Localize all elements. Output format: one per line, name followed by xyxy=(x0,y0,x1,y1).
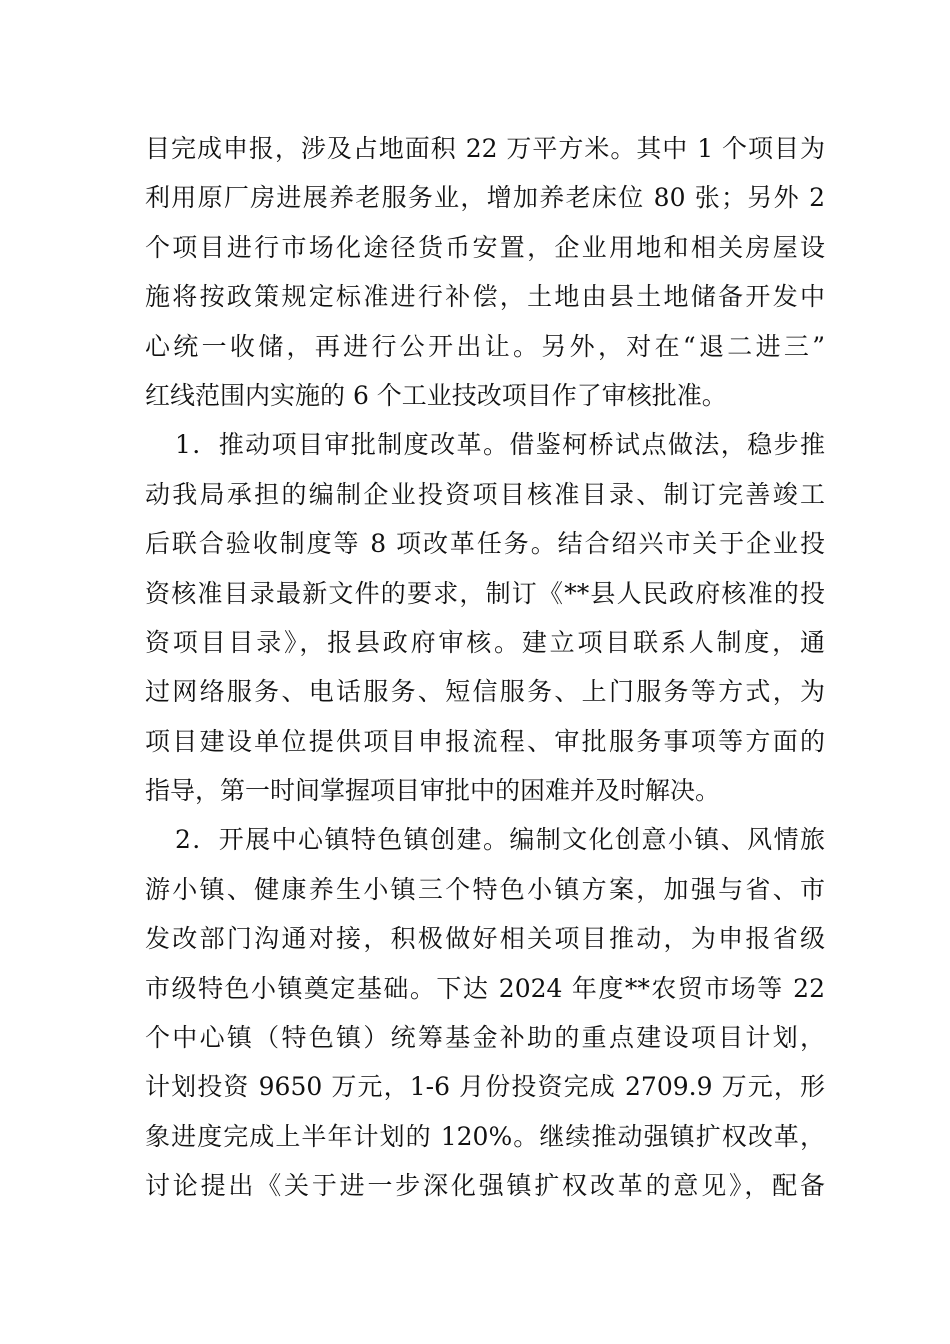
text-line: 个项目进行市场化途径货币安置，企业用地和相关房屋设 xyxy=(145,232,825,262)
text-line: 市级特色小镇奠定基础。下达 2024 年度**农贸市场等 22 xyxy=(145,973,825,1003)
text-line: 项目建设单位提供项目申报流程、审批服务事项等方面的 xyxy=(145,726,825,756)
text-line: 资项目目录》，报县政府审核。建立项目联系人制度，通 xyxy=(145,627,825,657)
text-line: 心统一收储，再进行公开出让。另外，对在“退二进三” xyxy=(145,331,825,361)
text-line: 红线范围内实施的 6 个工业技改项目作了审核批准。 xyxy=(145,380,727,410)
text-line: 讨论提出《关于进一步深化强镇扩权改革的意见》，配备 xyxy=(145,1171,825,1201)
text-line: 目完成申报，涉及占地面积 22 万平方米。其中 1 个项目为 xyxy=(145,134,825,163)
document-body xyxy=(145,124,825,1211)
text-line: 过网络服务、电话服务、短信服务、上门服务等方式，为 xyxy=(145,677,825,707)
text-line: 发改部门沟通对接，积极做好相关项目推动，为申报省级 xyxy=(145,924,825,954)
text-line: 指导，第一时间掌握项目审批中的困难并及时解决。 xyxy=(145,776,721,806)
text-line: 象进度完成上半年计划的 120%。继续推动强镇扩权改革， xyxy=(145,1121,825,1151)
text-line: 个中心镇（特色镇）统筹基金补助的重点建设项目计划， xyxy=(145,1023,825,1053)
text-line: 后联合验收制度等 8 项改革任务。结合绍兴市关于企业投 xyxy=(145,529,825,559)
text-line: 计划投资 9650 万元，1-6 月份投资完成 2709.9 万元，形 xyxy=(145,1072,825,1102)
text-line: 利用原厂房进展养老服务业，增加养老床位 80 张；另外 2 xyxy=(145,183,825,213)
text-line: 资核准目录最新文件的要求，制订《**县人民政府核准的投 xyxy=(145,578,825,608)
text-line: 施将按政策规定标准进行补偿，土地由县土地储备开发中 xyxy=(145,282,825,312)
paragraph-first-line: 1．推动项目审批制度改革。借鉴柯桥试点做法，稳步推 xyxy=(175,430,825,460)
paragraph-first-line: 2．开展中心镇特色镇创建。编制文化创意小镇、风情旅 xyxy=(175,825,825,855)
text-line: 游小镇、健康养生小镇三个特色小镇方案，加强与省、市 xyxy=(145,874,825,904)
text-line: 动我局承担的编制企业投资项目核准目录、制订完善竣工 xyxy=(145,479,825,509)
